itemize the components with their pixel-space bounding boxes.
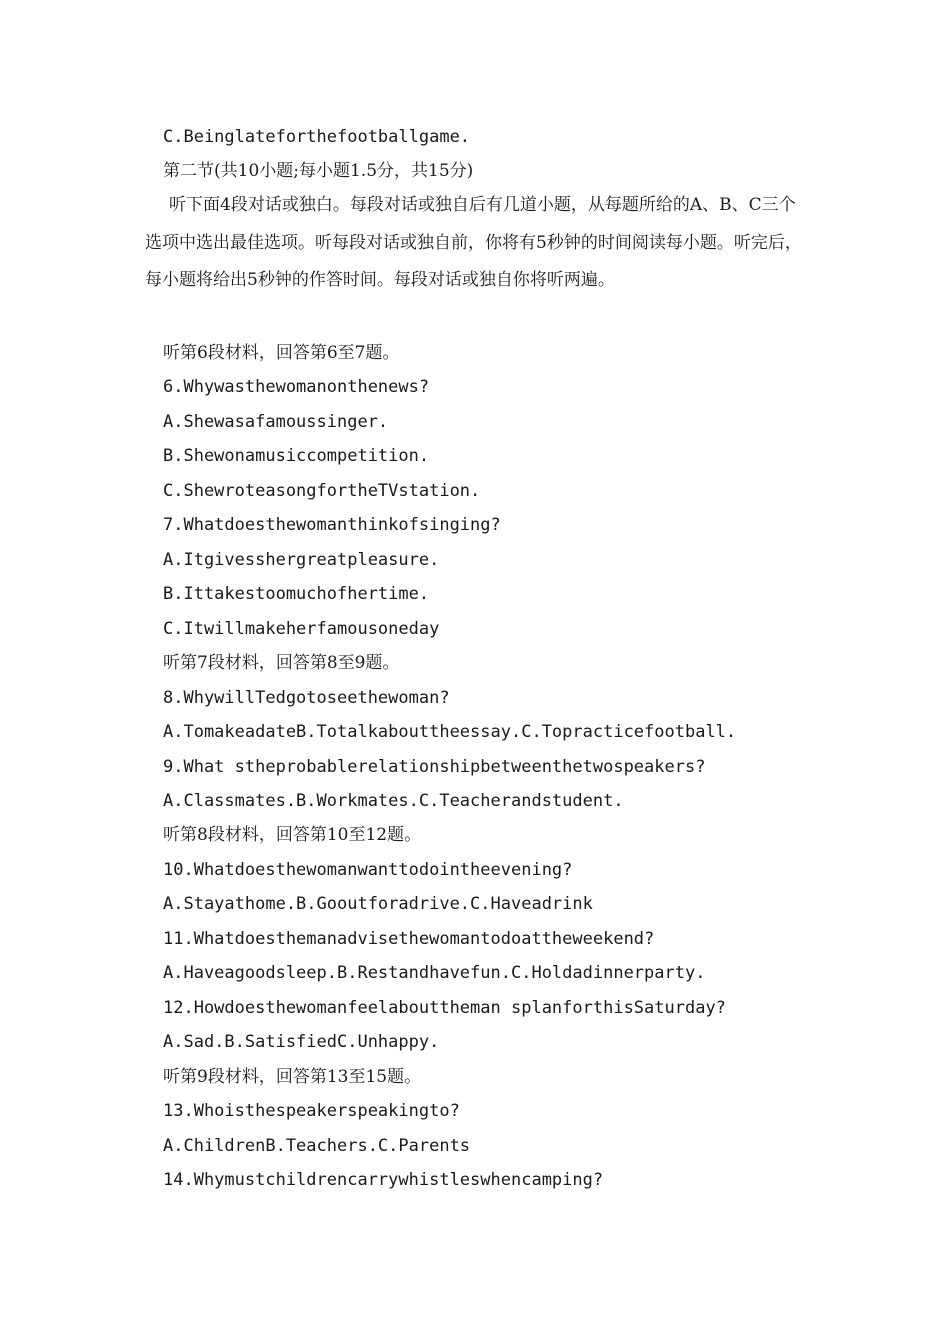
question-line: 9.What stheprobablerelationshipbetweenthetwospeakers?: [163, 757, 706, 777]
material-heading: 听第6段材料，回答第6至7题。: [163, 343, 400, 363]
option-line: C.Itwillmakeherfamousoneday: [163, 619, 440, 639]
option-line: B.Ittakestoomuchofhertime.: [163, 584, 430, 604]
option-line: A.Stayathome.B.Gooutforadrive.C.Haveadrink: [163, 894, 593, 914]
option-line: A.Itgivesshergreatpleasure.: [163, 550, 440, 570]
option-line: B.Shewonamusiccompetition.: [163, 446, 430, 466]
option-line: C.Beinglateforthefootballgame.: [163, 127, 471, 147]
question-line: 14.Whymustchildrencarrywhistleswhencamping?: [163, 1170, 604, 1190]
option-line: A.Haveagoodsleep.B.Restandhavefun.C.Holdadinnerparty.: [163, 963, 706, 983]
material-heading: 听第9段材料，回答第13至15题。: [163, 1067, 422, 1087]
option-line: A.Shewasafamoussinger.: [163, 412, 389, 432]
question-line: 10.Whatdoesthewomanwanttodointheevening?: [163, 860, 573, 880]
option-line: A.Sad.B.SatisfiedC.Unhappy.: [163, 1032, 440, 1052]
question-line: 8.WhywillTedgotoseethewoman?: [163, 688, 450, 708]
option-line: A.Classmates.B.Workmates.C.Teacherandstudent.: [163, 791, 624, 811]
material-heading: 听第7段材料，回答第8至9题。: [163, 653, 400, 673]
question-line: 12.Howdoesthewomanfeelabouttheman splanforthisSaturday?: [163, 998, 726, 1018]
option-line: A.TomakeadateB.Totalkabouttheessay.C.Topracticefootball.: [163, 722, 737, 742]
question-line: 6.Whywasthewomanonthenews?: [163, 377, 430, 397]
question-line: 13.Whoisthespeakerspeakingto?: [163, 1101, 460, 1121]
question-line: 7.Whatdoesthewomanthinkofsinging?: [163, 515, 501, 535]
option-line: C.ShewroteasongfortheTVstation.: [163, 481, 481, 501]
question-line: 11.Whatdoesthemanadvisethewomantodoattheweekend?: [163, 929, 655, 949]
instructions-paragraph: 听下面4段对话或独白。每段对话或独自后有几道小题，从每题所给的A、B、C三个选项中选出最佳选项。听每段对话或独自前，你将有5秒钟的时间阅读每小题。听完后，每小题将给出5秒钟的作答时间。每段对话或独自你将听两遍。: [145, 195, 802, 290]
option-line: A.ChildrenB.Teachers.C.Parents: [163, 1136, 471, 1156]
material-heading: 听第8段材料，回答第10至12题。: [163, 825, 422, 845]
section-heading: 第二节(共10小题;每小题1.5分，共15分): [163, 161, 474, 181]
